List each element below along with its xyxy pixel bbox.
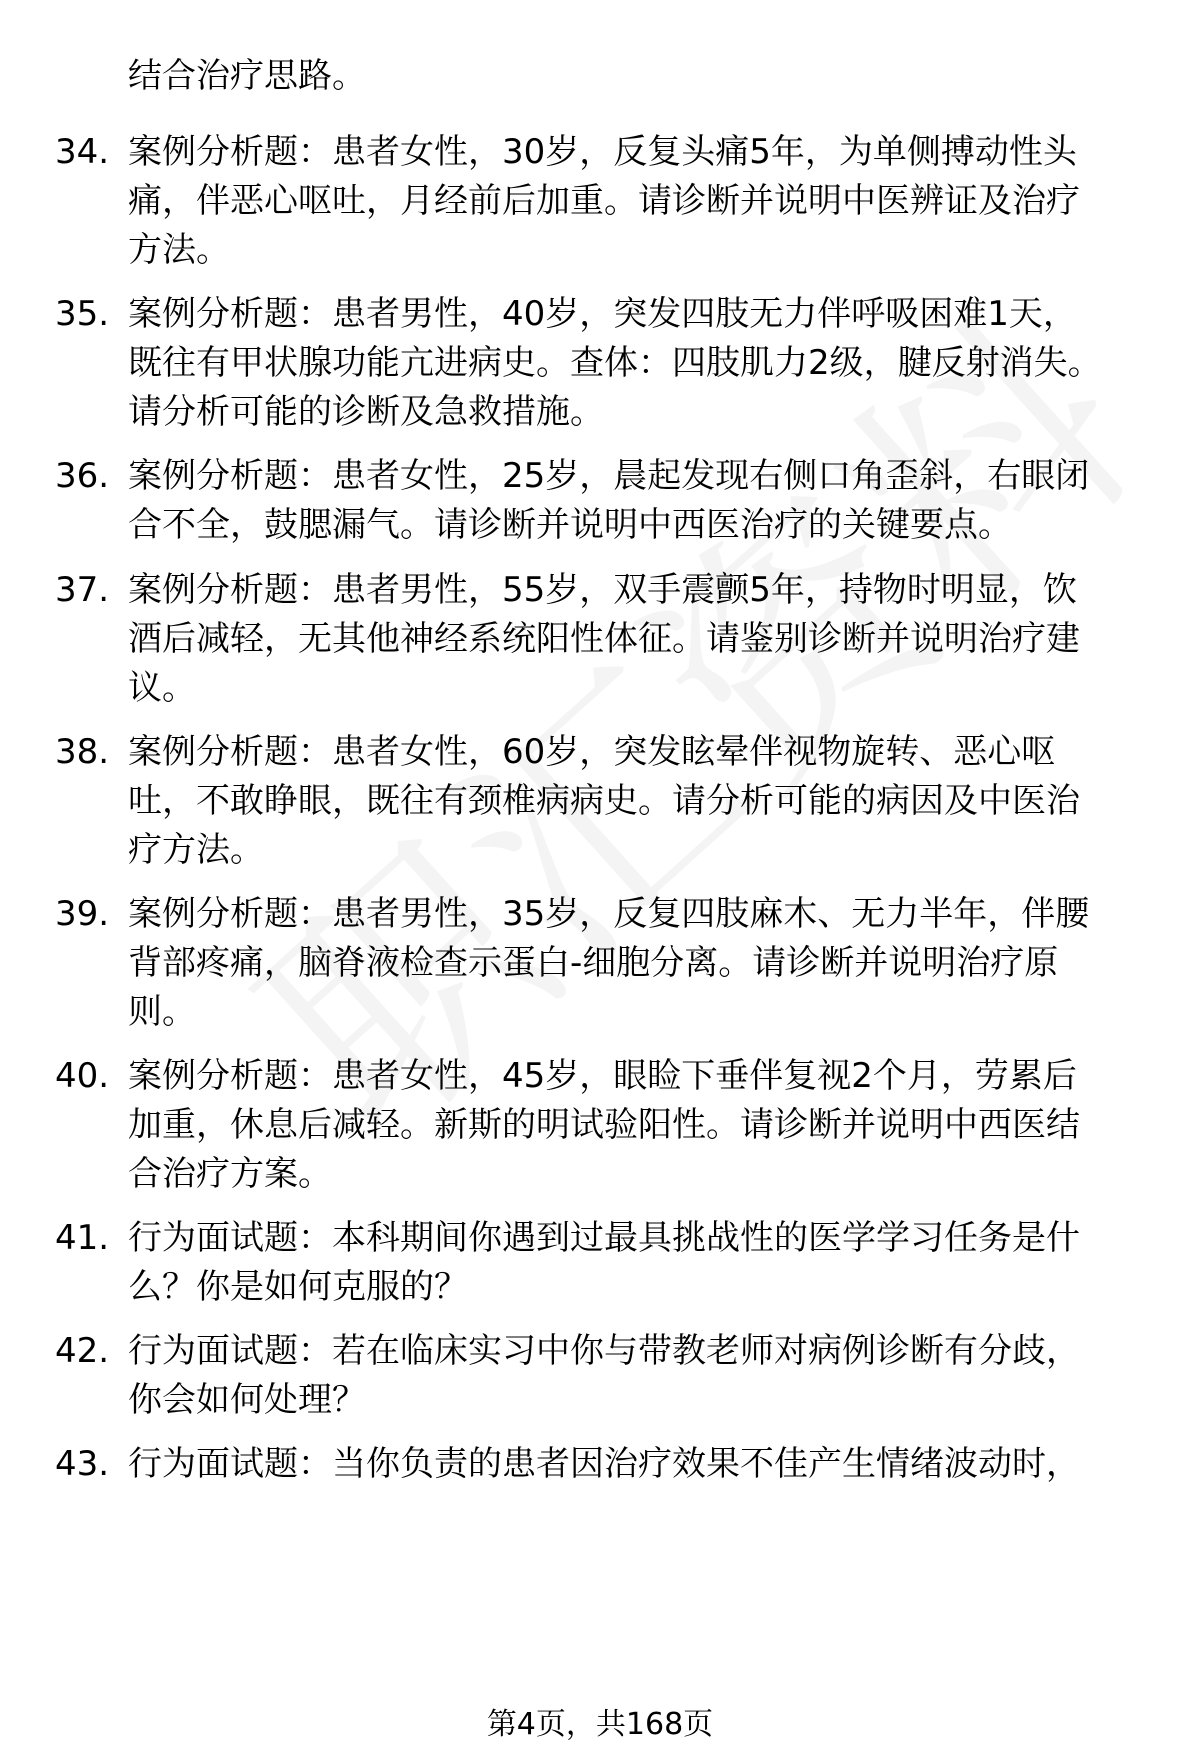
question-line: 痛，伴恶心呕吐，月经前后加重。请诊断并说明中医辨证及治疗: [128, 181, 1080, 221]
question-line: 请分析可能的诊断及急救措施。: [128, 392, 604, 432]
question-line: 酒后减轻，无其他神经系统阳性体征。请鉴别诊断并说明治疗建: [128, 619, 1080, 659]
question-line: 案例分析题：患者男性，55岁，双手震颤5年，持物时明显，饮: [128, 570, 1077, 610]
question-line: 案例分析题：患者女性，60岁，突发眩晕伴视物旋转、恶心呕: [128, 732, 1056, 772]
question-number: 35.: [55, 294, 110, 334]
question-line: 案例分析题：患者女性，45岁，眼睑下垂伴复视2个月，劳累后: [128, 1056, 1077, 1096]
question-number: 38.: [55, 732, 110, 772]
question-number: 41.: [55, 1218, 110, 1258]
question-line: 方法。: [128, 230, 230, 270]
question-line: 合治疗方案。: [128, 1154, 332, 1194]
question-line: 案例分析题：患者女性，30岁，反复头痛5年，为单侧搏动性头: [128, 132, 1077, 172]
question-number: 34.: [55, 132, 110, 172]
question-line: 吐，不敢睁眼，既往有颈椎病病史。请分析可能的病因及中医治: [128, 781, 1080, 821]
question-line: 你会如何处理？: [128, 1380, 366, 1420]
intro-line: 结合治疗思路。: [128, 56, 366, 96]
question-number: 40.: [55, 1056, 110, 1096]
question-number: 39.: [55, 894, 110, 934]
question-line: 背部疼痛，脑脊液检查示蛋白-细胞分离。请诊断并说明治疗原: [128, 943, 1059, 983]
question-number: 36.: [55, 456, 110, 496]
question-line: 既往有甲状腺功能亢进病史。查体：四肢肌力2级，腱反射消失。: [128, 343, 1102, 383]
question-line: 么？你是如何克服的？: [128, 1267, 468, 1307]
question-line: 疗方法。: [128, 830, 264, 870]
question-line: 加重，休息后减轻。新斯的明试验阳性。请诊断并说明中西医结: [128, 1105, 1080, 1145]
question-number: 37.: [55, 570, 110, 610]
question-line: 合不全，鼓腮漏气。请诊断并说明中西医治疗的关键要点。: [128, 505, 1012, 545]
question-line: 则。: [128, 992, 196, 1032]
question-line: 案例分析题：患者女性，25岁，晨起发现右侧口角歪斜，右眼闭: [128, 456, 1090, 496]
question-line: 案例分析题：患者男性，40岁，突发四肢无力伴呼吸困难1天，: [128, 294, 1077, 334]
page-footer: 第4页，共168页: [486, 1707, 714, 1742]
question-line: 行为面试题：本科期间你遇到过最具挑战性的医学学习任务是什: [128, 1218, 1080, 1258]
question-line: 议。: [128, 668, 196, 708]
question-line: 案例分析题：患者男性，35岁，反复四肢麻木、无力半年，伴腰: [128, 894, 1090, 934]
question-line: 行为面试题：当你负责的患者因治疗效果不佳产生情绪波动时，: [128, 1444, 1080, 1484]
question-number: 43.: [55, 1444, 110, 1484]
question-line: 行为面试题：若在临床实习中你与带教老师对病例诊断有分歧，: [128, 1331, 1080, 1371]
question-number: 42.: [55, 1331, 110, 1371]
